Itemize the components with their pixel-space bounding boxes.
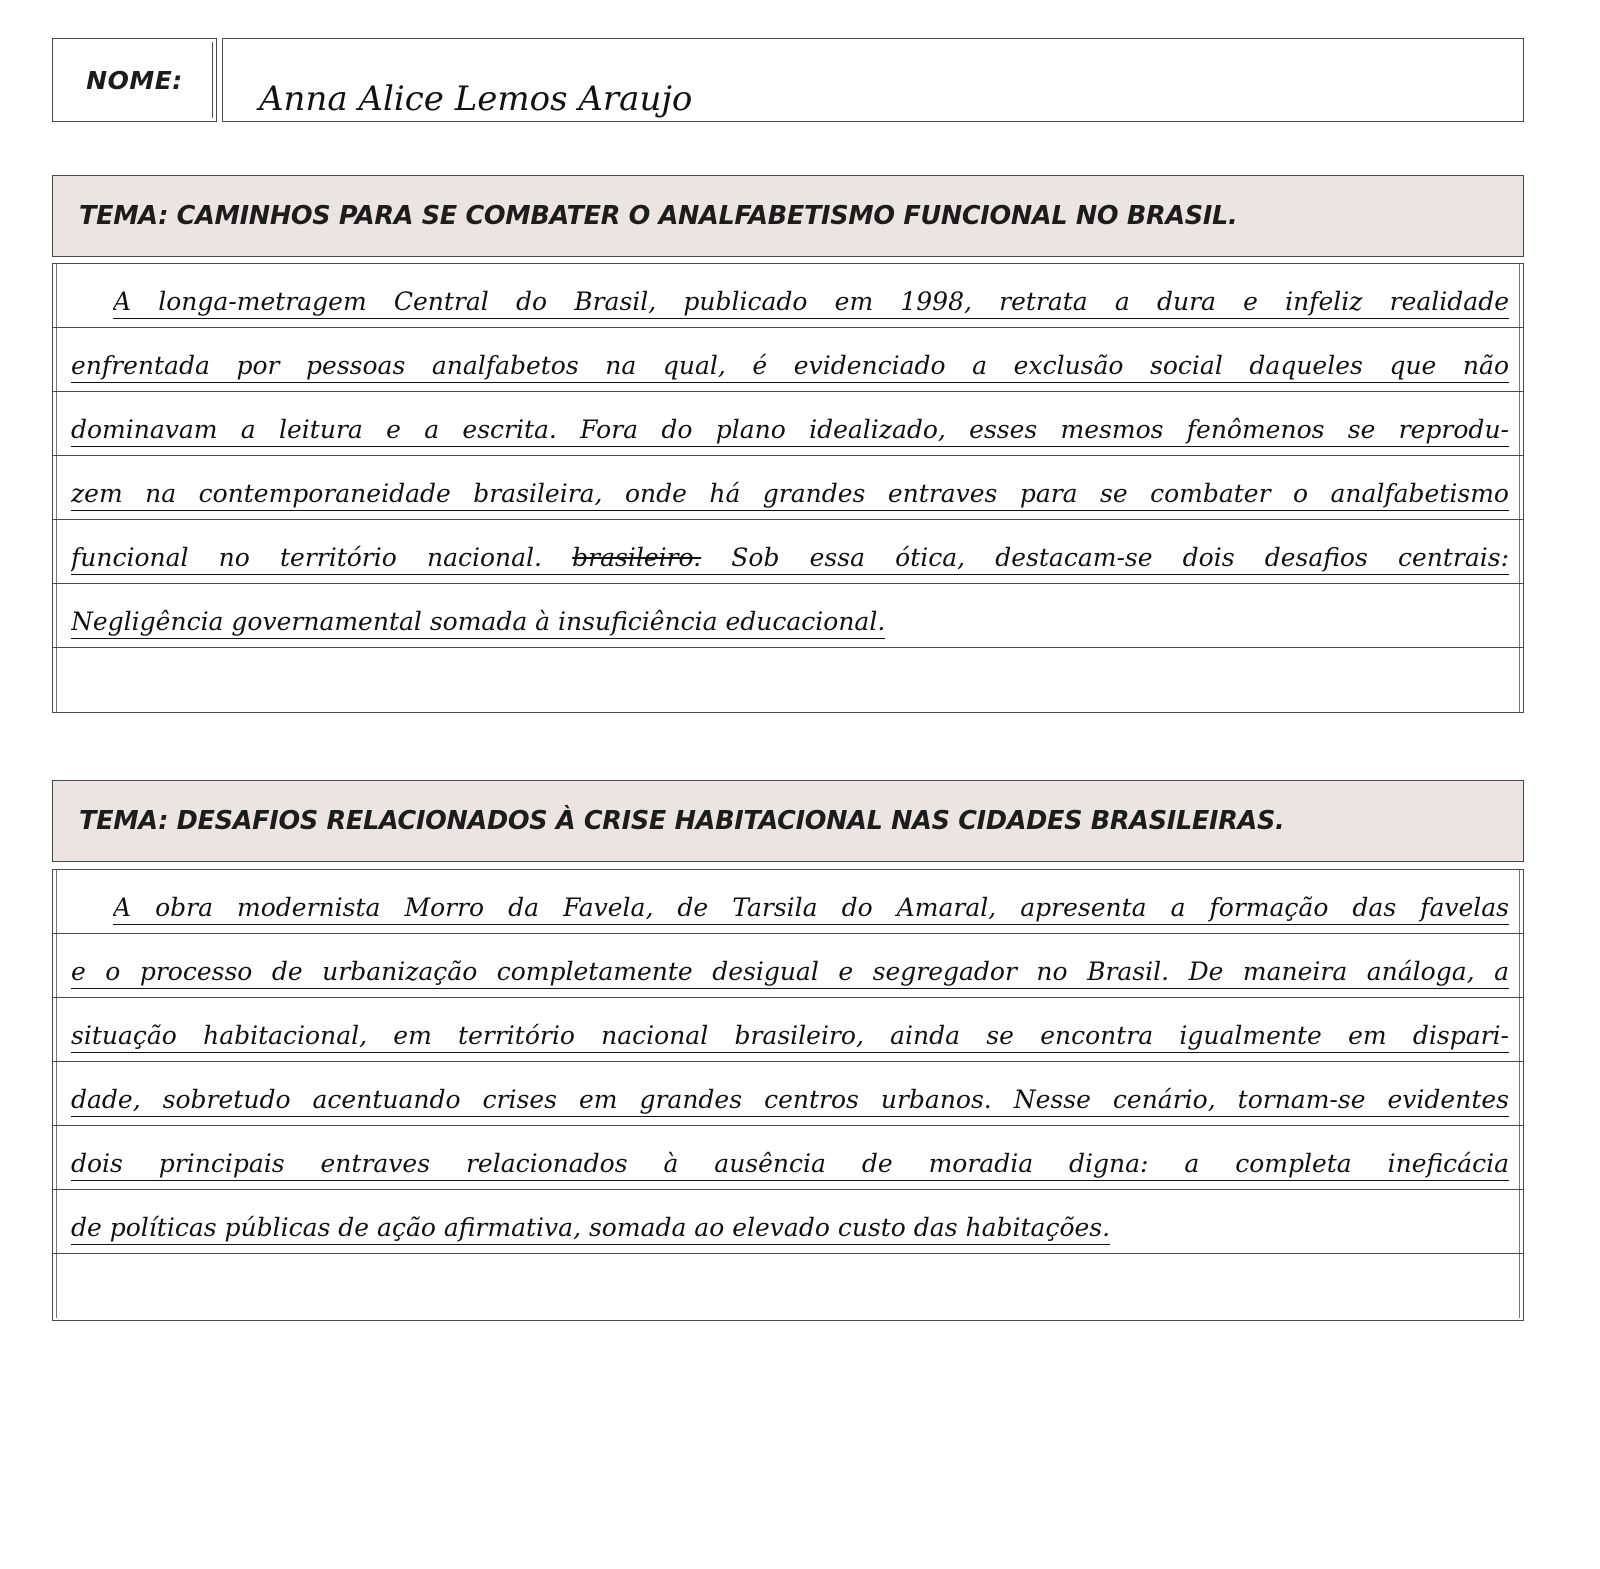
name-label: NOME:	[52, 38, 217, 122]
name-field	[222, 38, 1524, 122]
handwritten-text: dois principais entraves relacionados à ausência de moradia digna: a completa ineficácia	[71, 1149, 1509, 1181]
essay-1-line-7	[53, 648, 1523, 712]
handwritten-text: zem na contemporaneidade brasileira, onde há grandes entraves para se combater o analfabetismo	[71, 479, 1509, 511]
handwritten-text: dominavam a leitura e a escrita. Fora do plano idealizado, esses mesmos fenômenos se reprodu-	[71, 415, 1509, 447]
essay-1-line-3	[53, 392, 1523, 456]
essay-1-line-5	[53, 520, 1523, 584]
handwritten-text	[71, 543, 1509, 575]
handwritten-text: dade, sobretudo acentuando crises em grandes centros urbanos. Nesse cenário, tornam-se evidentes	[71, 1085, 1509, 1117]
handwritten-text: Negligência governamental somada à insuficiência educacional.	[71, 607, 885, 639]
name-value: Anna Alice Lemos Araujo	[259, 79, 693, 119]
essay-1-line-4	[53, 456, 1523, 520]
essay-1-line-6	[53, 584, 1523, 648]
handwritten-text: A obra modernista Morro da Favela, de Tarsila do Amaral, apresenta a formação das favelas	[113, 893, 1509, 925]
essay-1-line-2	[53, 328, 1523, 392]
handwritten-text: A longa-metragem Central do Brasil, publicado em 1998, retrata a dura e infeliz realidade	[113, 287, 1509, 319]
essay-2-line-4	[53, 1062, 1523, 1126]
struck-word: brasileiro.	[572, 543, 702, 572]
essay-1-theme: TEMA: CAMINHOS PARA SE COMBATER O ANALFABETISMO FUNCIONAL NO BRASIL.	[52, 175, 1524, 257]
essay-2-line-7	[53, 1254, 1523, 1318]
handwritten-text: e o processo de urbanização completamente desigual e segregador no Brasil. De maneira análoga, a	[71, 957, 1509, 989]
essay-2-theme: TEMA: DESAFIOS RELACIONADOS À CRISE HABITACIONAL NAS CIDADES BRASILEIRAS.	[52, 780, 1524, 862]
essay-1-lines	[52, 263, 1524, 713]
essay-2-line-6	[53, 1190, 1523, 1254]
handwritten-text: situação habitacional, em território nacional brasileiro, ainda se encontra igualmente em dispari-	[71, 1021, 1509, 1053]
essay-2-line-2	[53, 934, 1523, 998]
handwritten-segment: Sob essa ótica, destacam-se dois desafios centrais:	[731, 543, 1509, 572]
handwritten-segment: funcional no território nacional.	[71, 543, 542, 572]
essay-2-line-3	[53, 998, 1523, 1062]
handwritten-text: de políticas públicas de ação afirmativa, somada ao elevado custo das habitações.	[71, 1213, 1110, 1245]
essay-2-lines	[52, 869, 1524, 1321]
essay-2-line-5	[53, 1126, 1523, 1190]
essay-2-line-1	[53, 870, 1523, 934]
handwritten-text: enfrentada por pessoas analfabetos na qual, é evidenciado a exclusão social daqueles que não	[71, 351, 1509, 383]
essay-1-line-1	[53, 264, 1523, 328]
